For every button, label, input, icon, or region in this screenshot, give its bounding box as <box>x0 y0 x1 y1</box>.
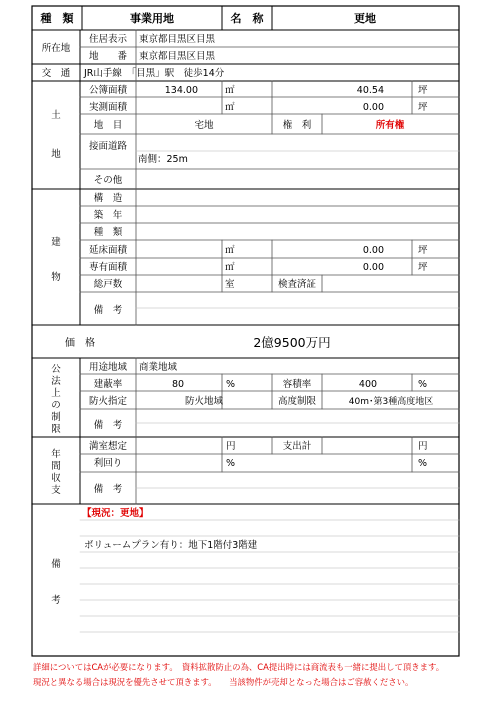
senyu-sqm-unit: ㎡ <box>225 262 235 273</box>
location-label: 所在地 <box>41 43 71 54</box>
setsumen-label: 接面道路 <box>88 141 128 152</box>
kenri-label: 権 利 <box>282 120 312 131</box>
remarks-section <box>51 507 258 606</box>
yoseki-value: 400 <box>358 379 378 390</box>
kenri-value: 所有権 <box>375 120 405 131</box>
boka-label: 防火指定 <box>88 396 128 407</box>
jissoku-label: 実測面積 <box>88 102 128 113</box>
reg-label-char: 上 <box>51 388 61 399</box>
transport-value: JR山手線 「目黒」駅 徒歩14分 <box>84 68 225 79</box>
kobo-tsubo-unit: 坪 <box>418 85 428 96</box>
shishutsu-label: 支出計 <box>282 441 312 452</box>
kozo-label: 構 造 <box>93 193 123 204</box>
regulations-section <box>51 361 433 435</box>
kobo-tsubo: 40.54 <box>356 85 384 96</box>
jissoku-tsubo-unit: 坪 <box>418 102 428 113</box>
reg-label-char: 限 <box>51 424 61 435</box>
boka-value: 防火地域 <box>184 396 224 407</box>
yoto-label: 用途地域 <box>88 362 128 373</box>
remarks-volume-plan: ボリュームプラン有り：地下1階付3階建 <box>84 540 258 551</box>
name-label: 名 称 <box>230 12 264 25</box>
income-label-char: 支 <box>51 485 61 496</box>
price-label: 価 格 <box>65 338 95 349</box>
nobeyuka-label: 延床面積 <box>88 245 128 256</box>
remarks-status: 【現況：更地】 <box>82 508 149 519</box>
chimoku-label: 地 目 <box>93 120 123 131</box>
footer-line-1: 詳細についてはCAが必要になります。 資料拡散防止の為、CA提出時には商流表も一緒に提出して頂きます。 <box>33 662 445 672</box>
kenpei-value: 80 <box>171 379 185 390</box>
yoseki-label: 容積率 <box>282 379 312 390</box>
sokosu-unit: 室 <box>225 279 235 290</box>
building-section <box>51 192 428 316</box>
price-value: 2億9500万円 <box>253 335 331 350</box>
transport-section <box>42 67 225 79</box>
kobo-sqm-unit: ㎡ <box>225 85 235 96</box>
senyu-tsubo-unit: 坪 <box>418 262 428 273</box>
senyu-tsubo: 0.00 <box>362 262 384 273</box>
jissoku-tsubo: 0.00 <box>362 102 384 113</box>
regulations-label <box>51 364 61 435</box>
land-label-2: 地 <box>51 149 61 160</box>
jissoku-sqm-unit: ㎡ <box>225 102 235 113</box>
nobeyuka-sqm-unit: ㎡ <box>225 245 235 256</box>
footer-line-2: 現況と異なる場合は現況を優先させて頂きます。 当該物件が売却となった場合はご容赦ください。 <box>33 677 414 687</box>
sokosu-label: 総戸数 <box>93 279 123 290</box>
chiban-label: 地 番 <box>88 51 128 62</box>
land-section <box>51 84 428 186</box>
shishutsu-unit: 円 <box>418 441 428 452</box>
reg-biko-label: 備 考 <box>93 420 123 431</box>
nobeyuka-tsubo: 0.00 <box>362 245 384 256</box>
kodo-value: 40m･第3種高度地区 <box>348 397 434 407</box>
remarks-label-2: 考 <box>51 595 61 606</box>
chimoku-value: 宅地 <box>194 120 214 131</box>
building-biko-label: 備 考 <box>93 305 123 316</box>
nobeyuka-tsubo-unit: 坪 <box>418 245 428 256</box>
rimawari-label: 利回り <box>93 458 123 469</box>
income-label-char: 年 <box>51 449 61 460</box>
type-value: 事業用地 <box>130 12 174 25</box>
building-label-1: 建 <box>51 237 61 248</box>
reg-label-char: の <box>51 400 61 411</box>
mansitsu-unit: 円 <box>226 441 236 452</box>
reg-label-char: 制 <box>51 412 61 423</box>
kensa-label: 検査済証 <box>277 279 317 290</box>
kenpei-unit: % <box>226 379 236 390</box>
reg-label-char: 公 <box>51 364 61 375</box>
remarks-label-1: 備 <box>51 559 61 570</box>
senyu-label: 専有面積 <box>88 262 128 273</box>
header-row <box>40 11 377 25</box>
name-value: 更地 <box>354 12 376 25</box>
footer-notes <box>33 662 444 687</box>
other-label: その他 <box>93 175 123 186</box>
income-label <box>51 448 61 496</box>
price-section <box>65 335 331 350</box>
jusho-label: 住居表示 <box>88 34 128 45</box>
transport-label: 交 通 <box>41 68 71 79</box>
kenpei-label: 建蔽率 <box>93 379 123 390</box>
rimawari-unit: % <box>226 458 236 469</box>
location-section <box>42 33 216 62</box>
land-label-1: 土 <box>51 110 61 121</box>
jusho-value: 東京都目黒区目黒 <box>139 34 216 45</box>
setsumen-value: 南側：25m <box>138 154 188 165</box>
income-biko-label: 備 考 <box>93 484 123 495</box>
chikunen-label: 築 年 <box>93 210 123 221</box>
mansitsu-label: 満室想定 <box>88 441 128 452</box>
yoto-value: 商業地域 <box>139 362 178 373</box>
yoseki-unit: % <box>418 379 428 390</box>
kobo-label: 公簿面積 <box>88 85 128 96</box>
income-label-char: 間 <box>51 461 61 472</box>
chiban-value: 東京都目黒区目黒 <box>139 51 216 62</box>
type-label: 種 類 <box>40 12 74 25</box>
income-section <box>51 440 427 496</box>
kodo-label: 高度制限 <box>277 396 317 407</box>
building-shurui-label: 種 類 <box>93 227 123 238</box>
kobo-sqm: 134.00 <box>164 85 198 96</box>
building-label-2: 物 <box>51 272 61 283</box>
reg-label-char: 法 <box>51 376 61 387</box>
income-label-char: 収 <box>51 473 61 484</box>
rimawari-unit-right: % <box>418 458 428 469</box>
